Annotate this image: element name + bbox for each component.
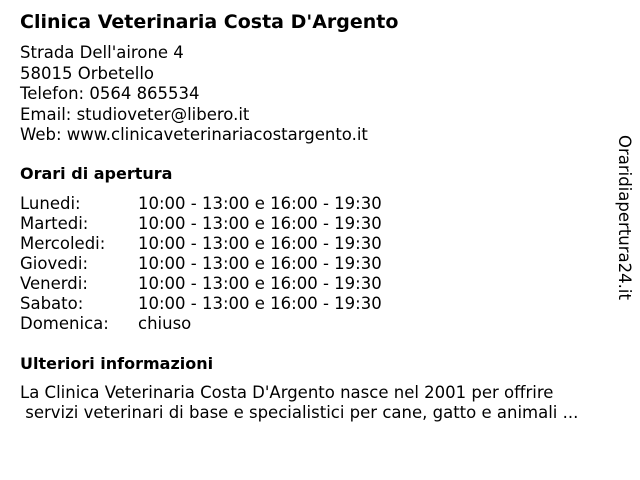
description-line: servizi veterinari di base e specialistici per cane, gatto e animali ... bbox=[20, 403, 579, 422]
clinic-title: Clinica Veterinaria Costa D'Argento bbox=[20, 11, 399, 33]
address-web: Web: www.clinicaveterinariacostargento.it bbox=[20, 125, 368, 144]
address-block bbox=[20, 43, 368, 146]
more-info-heading: Ulteriori informazioni bbox=[20, 354, 214, 373]
address-street: Strada Dell'airone 4 bbox=[20, 43, 184, 62]
address-email: Email: studioveter@libero.it bbox=[20, 104, 250, 124]
hours-row-saturday bbox=[20, 294, 382, 314]
hours-day: Giovedi: bbox=[20, 254, 88, 273]
address-city: 58015 Orbetello bbox=[20, 63, 155, 83]
hours-row-wednesday bbox=[20, 234, 382, 254]
hours-time: 10:00 - 13:00 e 16:00 - 19:30 bbox=[138, 274, 382, 293]
hours-time: chiuso bbox=[138, 314, 192, 333]
hours-time: 10:00 - 13:00 e 16:00 - 19:30 bbox=[138, 214, 382, 233]
hours-day: Martedi: bbox=[20, 214, 89, 233]
hours-time: 10:00 - 13:00 e 16:00 - 19:30 bbox=[138, 254, 382, 273]
address-phone: Telefon: 0564 865534 bbox=[20, 84, 200, 103]
hours-time: 10:00 - 13:00 e 16:00 - 19:30 bbox=[138, 294, 382, 313]
hours-day: Venerdi: bbox=[20, 274, 88, 293]
hours-time: 10:00 - 13:00 e 16:00 - 19:30 bbox=[138, 234, 382, 253]
site-watermark: Oraridiapertura24.it bbox=[615, 135, 634, 300]
opening-hours-table bbox=[20, 194, 382, 334]
hours-time: 10:00 - 13:00 e 16:00 - 19:30 bbox=[138, 194, 382, 213]
hours-row-monday bbox=[20, 194, 382, 214]
hours-day: Lunedi: bbox=[20, 194, 81, 213]
description-line: La Clinica Veterinaria Costa D'Argento nasce nel 2001 per offrire bbox=[20, 383, 554, 402]
hours-row-sunday bbox=[20, 314, 382, 334]
hours-row-friday bbox=[20, 274, 382, 294]
opening-hours-heading: Orari di apertura bbox=[20, 164, 173, 183]
hours-day: Sabato: bbox=[20, 294, 84, 313]
hours-day: Mercoledi: bbox=[20, 234, 106, 253]
hours-row-tuesday bbox=[20, 214, 382, 234]
hours-day: Domenica: bbox=[20, 314, 109, 333]
description bbox=[20, 383, 620, 423]
hours-row-thursday bbox=[20, 254, 382, 274]
